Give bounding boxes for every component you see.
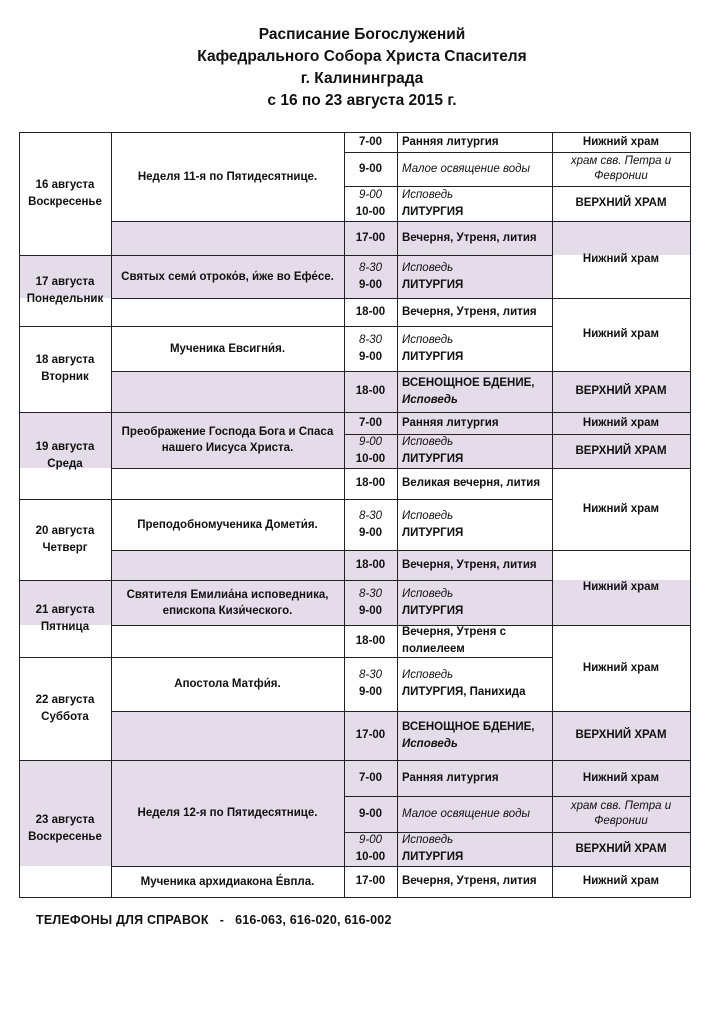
grid-line [19,499,112,500]
feast-cell [111,657,344,711]
service-name: Вечерня, Утреня, лития [402,875,537,887]
grid-line [552,221,691,222]
service-time: 9-00 [358,188,383,201]
feast-cell [111,326,344,371]
grid-line [344,550,553,551]
time-cell [344,760,397,796]
place-cell [552,412,690,434]
feast-name: Мученика архидиакона Е́впла. [140,875,315,888]
grid-line [19,132,20,897]
grid-line [344,186,553,187]
grid-line [552,298,691,299]
place-cell [552,760,690,796]
time-cell [344,866,397,897]
service-time: 7-00 [358,771,383,784]
feast-name: Мученика Евсигни́я. [169,342,286,355]
place-name: Нижний храм [582,661,660,674]
day-date: 17 августа [35,275,95,288]
grid-line [344,580,553,581]
service-time: 9-00 [358,162,383,175]
day-cell [19,255,111,326]
time-cell [344,499,397,550]
service-time: 9-00 [358,526,383,539]
service-name: ЛИТУРГИЯ [402,278,464,291]
day-weekday: Среда [47,457,83,470]
service-time: 17-00 [355,231,386,244]
service-name: Исповедь [402,587,454,600]
feast-cell [111,412,344,468]
feast-cell [111,866,344,897]
grid-line [397,132,398,897]
service-name: ЛИТУРГИЯ [402,453,464,465]
day-cell [19,132,111,255]
day-cell [19,326,111,412]
service-cell [397,371,552,412]
service-name: Исповедь [402,737,458,750]
place-name: храм свв. Петра и [570,155,672,167]
grid-line [552,832,691,833]
feast-cell [111,499,344,550]
day-cell [19,760,111,897]
feast-cell [111,255,344,298]
grid-line [552,711,691,712]
title-line-3: г. Калининграда [300,70,424,87]
service-cell [397,580,552,625]
day-weekday: Воскресенье [28,830,102,843]
grid-line [344,412,553,413]
grid-line [552,434,691,435]
feast-name: Преображение Господа Бога и Спаса [121,426,334,438]
grid-line [111,550,345,551]
service-time: 18-00 [355,558,386,571]
service-time: 18-00 [355,634,386,647]
service-cell [397,625,552,657]
grid-line [111,221,345,222]
service-name: Исповедь [402,509,454,522]
day-date: 19 августа [35,440,95,453]
service-cell [397,326,552,371]
feast-name: епископа Кизи́ческого. [162,604,293,617]
service-name: Малое освящение воды [402,807,530,820]
service-cell [397,711,552,760]
feast-name: Неделя 12-я по Пятидесятнице. [137,807,318,819]
service-time: 8-30 [358,669,383,681]
service-name: Исповедь [402,333,454,346]
service-time: 9-00 [358,834,383,846]
grid-line [111,657,345,658]
place-cell [552,550,690,625]
service-time: 8-30 [358,509,383,522]
day-weekday: Суббота [41,710,89,723]
place-cell [552,832,690,866]
place-name: Нижний храм [582,875,660,887]
grid-line [344,760,553,761]
grid-line [344,326,553,327]
grid-line [344,711,553,712]
service-time: 7-00 [358,416,383,429]
service-name: ЛИТУРГИЯ [402,526,464,539]
grid-line [344,866,553,867]
place-name: Нижний храм [582,328,660,340]
day-date: 21 августа [35,603,95,616]
day-date: 22 августа [35,693,95,706]
time-cell [344,468,397,499]
grid-line [344,657,553,658]
service-time: 8-30 [358,587,383,600]
place-cell [552,186,690,221]
feast-cell [111,760,344,866]
service-time: 10-00 [355,205,386,218]
service-cell [397,255,552,298]
time-cell [344,255,397,298]
feast-cell [111,132,344,221]
service-cell [397,866,552,897]
grid-line [111,580,345,581]
grid-line [19,657,112,658]
service-time: 18-00 [355,385,386,397]
grid-line [111,255,345,256]
time-cell [344,434,397,468]
day-weekday: Воскресенье [28,195,102,208]
place-name: Нижний храм [582,135,660,148]
feast-name: Святых семи́ отроко́в, и́же во Ефе́се. [121,270,334,283]
grid-line [344,468,553,469]
service-name: Вечерня, Утреня, лития [402,305,537,318]
time-cell [344,796,397,832]
place-name: ВЕРХНИЙ ХРАМ [575,197,667,209]
place-cell [552,434,690,468]
grid-line [552,468,691,469]
title-line-2: Кафедрального Собора Христа Спасителя [197,48,527,65]
day-date: 20 августа [35,524,95,537]
grid-line [111,371,345,372]
grid-line [690,132,691,897]
service-cell [397,832,552,866]
service-name: ЛИТУРГИЯ [402,350,464,363]
day-cell [19,499,111,580]
service-name: полиелеем [402,643,465,655]
day-cell [19,657,111,760]
service-time: 7-00 [358,135,383,148]
grid-line [19,132,691,133]
grid-line [19,580,112,581]
grid-line [552,371,691,372]
service-cell [397,499,552,550]
grid-line [552,550,691,551]
time-cell [344,326,397,371]
place-name: ВЕРХНИЙ ХРАМ [575,729,667,741]
grid-line [552,866,691,867]
place-cell [552,132,690,152]
service-cell [397,298,552,326]
service-time: 10-00 [355,851,386,863]
grid-line [552,186,691,187]
grid-line [344,255,553,256]
day-weekday: Четверг [42,541,88,554]
service-cell [397,760,552,796]
grid-line [344,434,553,435]
place-cell [552,468,690,550]
place-name: Февронии [594,815,648,827]
service-name: ВСЕНОЩНОЕ БДЕНИЕ, [402,376,535,389]
service-name: Исповедь [402,261,454,274]
service-time: 18-00 [355,305,386,318]
place-name: Нижний храм [582,416,660,429]
day-weekday: Понедельник [26,292,104,305]
place-cell [552,152,690,186]
service-time: 10-00 [355,453,386,465]
place-name: Нижний храм [582,502,660,515]
service-name: Ранняя литургия [402,416,499,429]
place-cell [552,371,690,412]
grid-line [552,412,691,413]
grid-line [19,255,112,256]
grid-line [344,499,553,500]
service-name: Ранняя литургия [402,771,499,784]
service-name: ЛИТУРГИЯ [402,604,464,617]
service-time: 17-00 [355,729,386,741]
place-name: ВЕРХНИЙ ХРАМ [575,842,667,855]
day-cell [19,412,111,499]
grid-line [552,132,553,897]
grid-line [111,468,345,469]
grid-line [552,152,691,153]
grid-line [111,625,345,626]
time-cell [344,832,397,866]
service-time: 9-00 [358,350,383,363]
feast-cell [111,580,344,625]
service-name: ВСЕНОЩНОЕ БДЕНИЕ, [402,720,535,733]
service-cell [397,221,552,255]
service-time: 9-00 [358,807,383,820]
place-name: храм свв. Петра и [570,800,672,812]
feast-name: Апостола Матфи́я. [174,678,281,690]
place-cell [552,625,690,711]
service-name: Исповедь [402,669,454,681]
grid-line [344,152,553,153]
service-name: ЛИТУРГИЯ [402,851,464,863]
title-line-1: Расписание Богослужений [258,26,466,43]
phone-info: ТЕЛЕФОНЫ ДЛЯ СПРАВОК - 616-063, 616-020, 616-002 [36,913,392,927]
service-time: 8-30 [358,261,383,274]
day-weekday: Пятница [40,620,90,633]
time-cell [344,550,397,580]
service-name: Ранняя литургия [402,135,499,148]
grid-line [552,796,691,797]
grid-line [552,625,691,626]
service-cell [397,468,552,499]
time-cell [344,625,397,657]
place-cell [552,866,690,897]
service-time: 9-00 [358,436,383,448]
service-cell [397,657,552,711]
grid-line [111,499,345,500]
time-cell [344,152,397,186]
title-line-4: с 16 по 23 августа 2015 г. [267,92,457,109]
service-time: 9-00 [358,278,383,291]
place-cell [552,298,690,371]
time-cell [344,221,397,255]
service-name: Исповедь [402,188,454,201]
service-name: Великая вечерня, лития [402,477,541,489]
service-cell [397,796,552,832]
grid-line [111,866,345,867]
day-weekday: Вторник [41,371,89,383]
service-cell [397,412,552,434]
feast-name: Святителя Емилиа́на исповедника, [126,588,329,601]
time-cell [344,580,397,625]
time-cell [344,371,397,412]
place-name: Февронии [594,170,648,182]
place-name: ВЕРХНИЙ ХРАМ [575,385,667,397]
service-name: Исповедь [402,834,454,846]
feast-name: нашего Иисуса Христа. [161,442,294,454]
service-name: Исповедь [402,393,458,406]
place-cell [552,711,690,760]
service-time: 9-00 [358,604,383,617]
service-name: Малое освящение воды [402,162,530,175]
time-cell [344,298,397,326]
day-date: 23 августа [35,813,95,826]
grid-line [19,326,112,327]
grid-line [552,760,691,761]
place-name: Нижний храм [582,581,660,593]
grid-line [344,221,553,222]
time-cell [344,132,397,152]
time-cell [344,412,397,434]
day-date: 16 августа [35,178,95,191]
grid-line [111,326,345,327]
grid-line [111,298,345,299]
service-cell [397,186,552,221]
service-cell [397,152,552,186]
grid-line [344,132,345,897]
service-time: 8-30 [358,333,383,346]
grid-line [111,412,345,413]
grid-line [344,796,553,797]
grid-line [344,625,553,626]
place-cell [552,221,690,298]
place-name: ВЕРХНИЙ ХРАМ [575,444,667,457]
day-cell [19,580,111,657]
grid-line [344,832,553,833]
time-cell [344,186,397,221]
feast-name: Преподобномученика Домети́я. [137,518,318,531]
place-cell [552,796,690,832]
grid-line [111,760,345,761]
service-cell [397,550,552,580]
grid-line [19,760,112,761]
service-name: Вечерня, Утреня, лития [402,231,537,244]
service-name: Исповедь [402,436,454,448]
service-time: 17-00 [355,875,386,887]
service-time: 18-00 [355,477,386,489]
place-name: Нижний храм [582,771,660,784]
service-name: Вечерня, Утреня с [402,626,507,638]
grid-line [19,412,112,413]
service-name: ЛИТУРГИЯ [402,205,464,218]
feast-name: Неделя 11-я по Пятидесятнице. [137,170,318,183]
service-cell [397,434,552,468]
service-name: Вечерня, Утреня, лития [402,558,537,571]
grid-line [344,371,553,372]
service-cell [397,132,552,152]
grid-line [19,897,691,898]
grid-line [111,711,345,712]
grid-line [111,132,112,897]
grid-line [344,298,553,299]
service-time: 9-00 [358,686,383,698]
time-cell [344,711,397,760]
day-date: 18 августа [35,354,95,366]
time-cell [344,657,397,711]
service-name: ЛИТУРГИЯ, Панихида [402,686,526,698]
place-name: Нижний храм [582,253,660,265]
